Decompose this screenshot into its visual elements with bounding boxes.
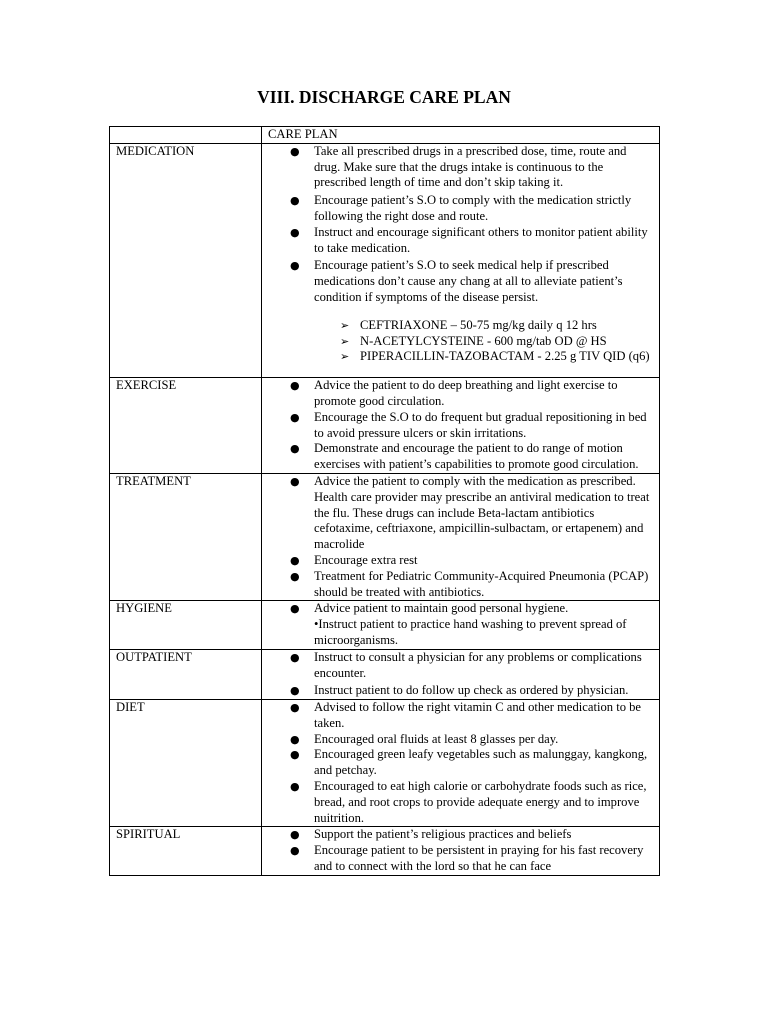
arrow-bullet-icon: ➢ <box>340 350 350 364</box>
list-item: ● Encourage patient to be persistent in praying for his fast recovery and to connect with the lord so that he can face <box>290 843 644 874</box>
arrow-bullet-icon: ➢ <box>340 334 350 348</box>
outpatient-list <box>268 650 655 699</box>
list-item: ● Advice patient to maintain good personal hygiene. <box>290 601 569 616</box>
table-row-outpatient <box>110 649 660 699</box>
table-header-row <box>110 127 660 144</box>
header-care-plan-cell: CARE PLAN <box>262 127 660 144</box>
bullet-icon: ● <box>290 828 300 842</box>
table-row-treatment <box>110 473 660 600</box>
list-item: •Instruct patient to practice hand washing to prevent spread of microorganisms. <box>314 617 627 647</box>
bullet-icon: ● <box>290 144 300 158</box>
bullet-icon: ● <box>290 701 300 715</box>
diet-list <box>268 700 655 826</box>
list-item: ● Encourage patient’s S.O to comply with the medication strictly following the right dose and route. <box>290 193 632 223</box>
list-item: ● Take all prescribed drugs in a prescribed dose, time, route and drug. Make sure that the drugs intake is continuous to the prescribed length of time and don’t skip taking it. <box>290 143 627 190</box>
list-item: ● Advice the patient to do deep breathing and light exercise to promote good circulation. <box>290 378 618 408</box>
bullet-icon: ● <box>290 732 300 746</box>
drug-list <box>268 318 655 365</box>
table-row-hygiene <box>110 601 660 649</box>
bullet-icon: ● <box>290 410 300 424</box>
table-row-diet <box>110 700 660 827</box>
bullet-icon: ● <box>290 194 300 208</box>
spiritual-list <box>268 827 655 874</box>
care-plan-outpatient <box>262 649 660 699</box>
table-row-medication <box>110 143 660 377</box>
bullet-icon: ● <box>290 442 300 456</box>
list-item: ● Encourage extra rest <box>290 552 418 567</box>
list-item: ● Encourage the S.O to do frequent but gradual repositioning in bed to avoid pressure ulcers or skin irritations. <box>290 409 647 440</box>
drug-item: ➢ PIPERACILLIN-TAZOBACTAM - 2.25 g TIV QID (q6) <box>340 349 650 364</box>
drug-item: ➢ N-ACETYLCYSTEINE - 600 mg/tab OD @ HS <box>340 333 607 348</box>
arrow-bullet-icon: ➢ <box>340 318 350 332</box>
list-item: ● Advised to follow the right vitamin C and other medication to be taken. <box>290 700 642 730</box>
bullet-icon: ● <box>290 379 300 393</box>
exercise-list <box>268 378 655 473</box>
hygiene-list <box>268 601 655 648</box>
category-treatment: TREATMENT <box>110 473 262 600</box>
category-exercise: EXERCISE <box>110 378 262 474</box>
care-plan-treatment <box>262 473 660 600</box>
list-item: ● Demonstrate and encourage the patient to do range of motion exercises with patient’s capabilities to promote good circulation. <box>290 441 639 472</box>
care-plan-medication <box>262 143 660 377</box>
bullet-icon: ● <box>290 748 300 762</box>
list-item: ● Advice the patient to comply with the medication as prescribed. Health care provider may prescribe an antiviral medication to treat the flu. These drugs can include Beta-lactam antibiotics cefotaxime, ceftriaxone, ampicillin-sulbactam, or ertapenem) and macrolide <box>290 473 650 552</box>
category-outpatient: OUTPATIENT <box>110 649 262 699</box>
table-row-spiritual <box>110 827 660 875</box>
bullet-icon: ● <box>290 553 300 567</box>
category-spiritual: SPIRITUAL <box>110 827 262 875</box>
list-item: ● Encourage patient’s S.O to seek medical help if prescribed medications don’t cause any chang at all to alleviate patient’s condition if symptoms of the disease persist. <box>290 258 623 304</box>
care-plan-diet <box>262 700 660 827</box>
header-category-cell <box>110 127 262 144</box>
list-item: ● Instruct and encourage significant others to monitor patient ability to take medication. <box>290 224 648 255</box>
category-diet: DIET <box>110 700 262 827</box>
discharge-care-plan-table <box>109 126 660 876</box>
bullet-icon: ● <box>290 602 300 616</box>
list-item: ● Treatment for Pediatric Community-Acquired Pneumonia (PCAP) should be treated with antibiotics. <box>290 568 649 599</box>
bullet-icon: ● <box>290 684 300 698</box>
bullet-icon: ● <box>290 225 300 239</box>
category-medication: MEDICATION <box>110 143 262 377</box>
list-item: ● Support the patient’s religious practices and beliefs <box>290 827 572 842</box>
table-row-exercise <box>110 378 660 474</box>
list-item: ● Instruct patient to do follow up check as ordered by physician. <box>290 683 629 698</box>
bullet-icon: ● <box>290 474 300 488</box>
care-plan-hygiene <box>262 601 660 649</box>
medication-list <box>268 144 655 306</box>
page-title: VIII. DISCHARGE CARE PLAN <box>257 87 511 107</box>
list-item: ● Instruct to consult a physician for any problems or complications encounter. <box>290 649 642 680</box>
treatment-list <box>268 474 655 600</box>
list-item: ● Encouraged oral fluids at least 8 glasses per day. <box>290 731 559 746</box>
care-plan-spiritual <box>262 827 660 875</box>
bullet-icon: ● <box>290 650 300 664</box>
bullet-icon: ● <box>290 569 300 583</box>
bullet-icon: ● <box>290 259 300 273</box>
drug-item: ➢ CEFTRIAXONE – 50-75 mg/kg daily q 12 hrs <box>340 317 597 332</box>
list-item: ● Encouraged green leafy vegetables such as malunggay, kangkong, and petchay. <box>290 747 648 778</box>
category-hygiene: HYGIENE <box>110 601 262 649</box>
bullet-icon: ● <box>290 844 300 858</box>
care-plan-exercise <box>262 378 660 474</box>
list-item: ● Encouraged to eat high calorie or carbohydrate foods such as rice, bread, and root crops to provide adequate energy and to improve nuitrition. <box>290 779 647 825</box>
bullet-icon: ● <box>290 780 300 794</box>
